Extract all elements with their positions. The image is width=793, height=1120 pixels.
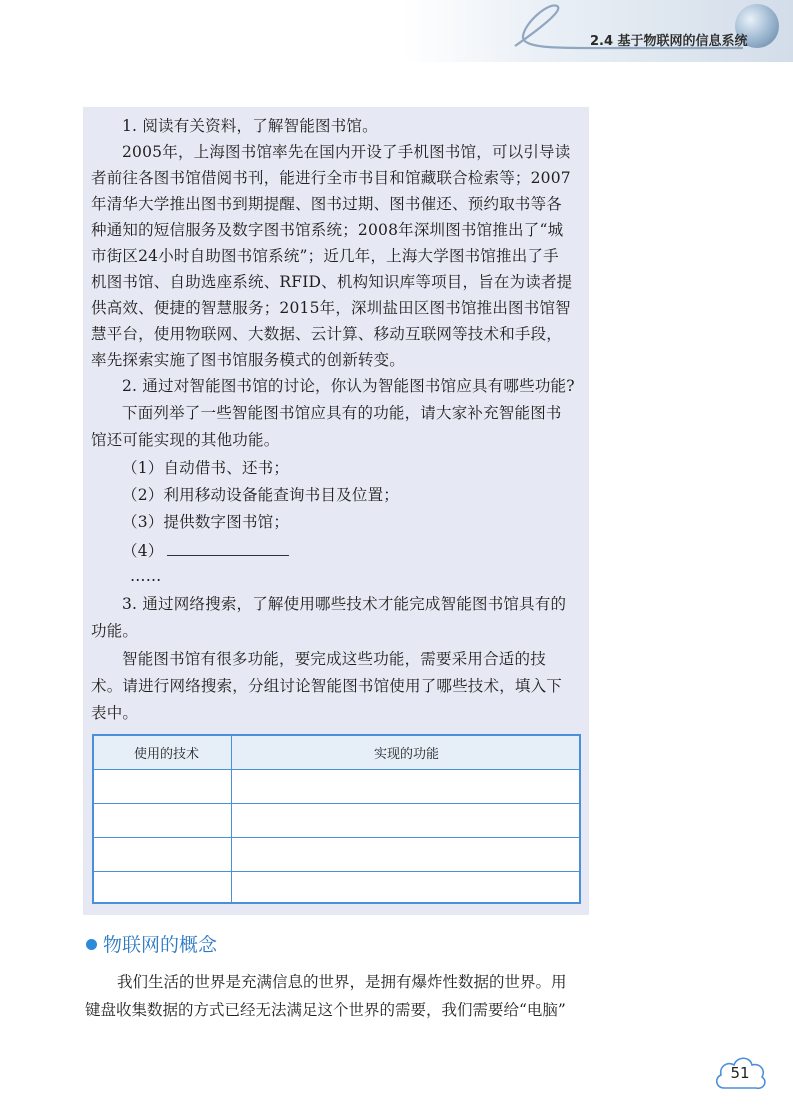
activity-line: 市街区24小时自助图书馆系统”；近几年，上海大学图书馆推出了手 — [91, 247, 559, 265]
activity-line: 功能。 — [91, 622, 139, 640]
activity-line: 3. 通过网络搜索，了解使用哪些技术才能完成智能图书馆具有的 — [122, 595, 567, 613]
table-header-technology: 使用的技术 — [134, 747, 200, 762]
table-row[interactable] — [94, 872, 579, 902]
activity-line: （4） — [122, 542, 164, 560]
blank-answer-line — [167, 539, 289, 556]
page-number: 51 — [730, 1064, 750, 1082]
table-row[interactable] — [94, 838, 579, 871]
activity-line: 种通知的短信服务及数字图书馆系统；2008年深圳图书馆推出了“城 — [91, 221, 564, 239]
activity-line: 机图书馆、自助选座系统、RFID、机构知识库等项目，旨在为读者提 — [91, 273, 573, 291]
activity-line: 2. 通过对智能图书馆的讨论，你认为智能图书馆应具有哪些功能? — [122, 377, 575, 395]
activity-line: （3）提供数字图书馆； — [122, 513, 290, 531]
activity-line: 率先探索实施了图书馆服务模式的创新转变。 — [91, 351, 406, 369]
table-header-function: 实现的功能 — [374, 747, 440, 762]
section-title: 物联网的概念 — [103, 934, 218, 956]
activity-line: 智能图书馆有很多功能，要完成这些功能，需要采用合适的技 — [122, 650, 546, 668]
activity-line: 者前往各图书馆借阅书刊，能进行全市书目和馆藏联合检索等；2007 — [91, 169, 571, 187]
activity-line: 年清华大学推出图书到期提醒、图书过期、图书催还、预约取书等各 — [91, 195, 563, 213]
body-line: 我们生活的世界是充满信息的世界，是拥有爆炸性数据的世界。用 — [117, 973, 567, 991]
activity-line: （2）利用移动设备能查询书目及位置； — [122, 486, 399, 504]
fill-in-item — [122, 539, 289, 561]
activity-line: 1. 阅读有关资料，了解智能图书馆。 — [122, 117, 378, 135]
table-header-row — [94, 736, 579, 769]
activity-line: 慧平台，使用物联网、大数据、云计算、移动互联网等技术和手段， — [91, 325, 563, 343]
activity-line: 表中。 — [91, 704, 139, 722]
activity-line: …… — [130, 567, 162, 585]
activity-line: 术。请进行网络搜索，分组讨论智能图书馆使用了哪些技术，填入下 — [91, 677, 563, 695]
header-section-title: 2.4 基于物联网的信息系统 — [590, 34, 748, 49]
activity-line: （1）自动借书、还书； — [122, 459, 290, 477]
technology-table — [92, 734, 581, 904]
body-line: 键盘收集数据的方式已经无法满足这个世界的需要，我们需要给“电脑” — [85, 1001, 566, 1019]
activity-line: 2005年，上海图书馆率先在国内开设了手机图书馆，可以引导读 — [122, 143, 571, 161]
activity-line: 供高效、便捷的智慧服务；2015年，深圳盐田区图书馆推出图书馆智 — [91, 299, 571, 317]
table-row[interactable] — [94, 804, 579, 837]
section-bullet-icon — [86, 939, 97, 950]
activity-line: 下面列举了一些智能图书馆应具有的功能，请大家补充智能图书 — [122, 404, 562, 422]
table-row[interactable] — [94, 770, 579, 803]
activity-line: 馆还可能实现的其他功能。 — [91, 431, 280, 449]
